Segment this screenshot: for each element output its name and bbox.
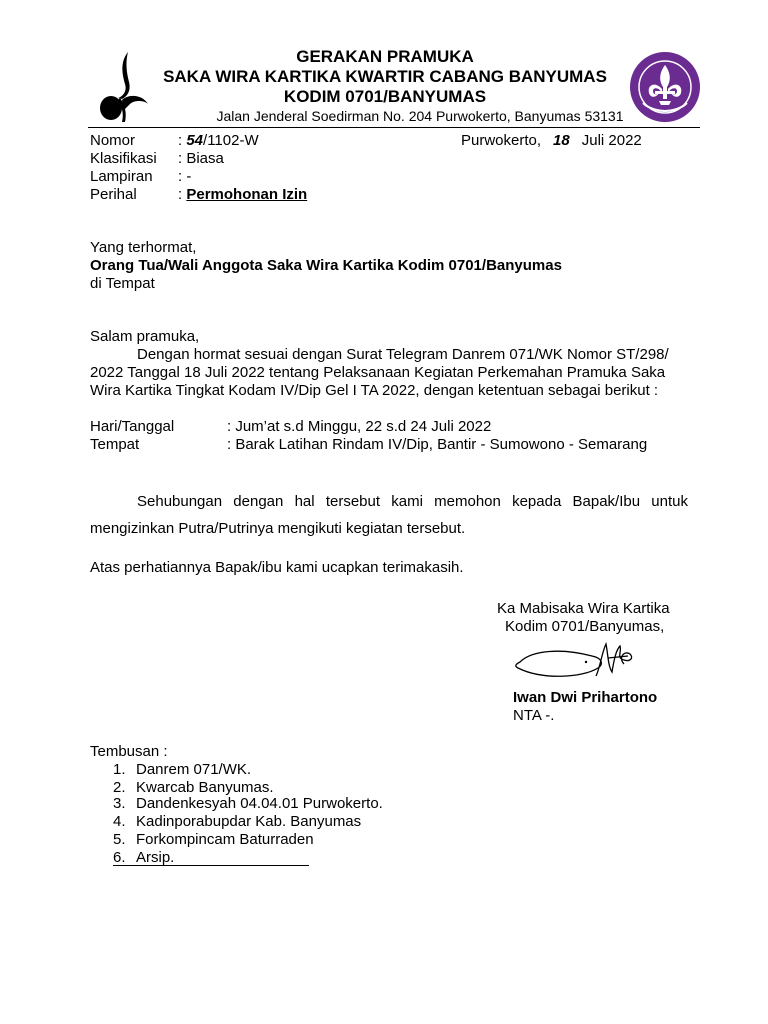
recipient-location: di Tempat	[90, 275, 155, 292]
recipient: Orang Tua/Wali Anggota Saka Wira Kartika Kodim 0701/Banyumas	[90, 257, 562, 274]
letter-day: 18	[553, 132, 570, 149]
perihal-colon: :	[178, 186, 187, 203]
tembusan-item-num: 1.	[113, 761, 126, 778]
klasifikasi-label: Klasifikasi	[90, 150, 157, 167]
org-address: Jalan Jenderal Soedirman No. 204 Purwokerto, Banyumas 53131	[216, 108, 624, 124]
tembusan-item-text: Kwarcab Banyumas.	[136, 779, 274, 796]
org-name-line2: SAKA WIRA KARTIKA KWARTIR CABANG BANYUMAS	[163, 67, 607, 86]
tembusan-item-num: 6.	[113, 849, 126, 866]
nomor-value	[178, 132, 259, 150]
tembusan-item-text: Forkompincam Baturraden	[136, 831, 314, 848]
signatory-title-line1: Ka Mabisaka Wira Kartika	[497, 600, 670, 617]
salam: Salam pramuka,	[90, 328, 200, 345]
tembusan-item-num: 4.	[113, 813, 126, 830]
para2-line2: mengizinkan Putra/Putrinya mengikuti kegiatan tersebut.	[90, 520, 466, 537]
signatory-title-line2: Kodim 0701/Banyumas,	[505, 618, 665, 635]
tembusan-label: Tembusan :	[90, 743, 168, 760]
perihal-value-wrap	[178, 186, 307, 204]
org-name-line3: KODIM 0701/BANYUMAS	[283, 87, 487, 106]
tembusan-item-num: 5.	[113, 831, 126, 848]
perihal-label: Perihal	[90, 186, 137, 203]
nomor-number: 54	[186, 132, 204, 149]
org-name-line1: GERAKAN PRAMUKA	[296, 47, 474, 66]
nomor-prefix: :	[178, 132, 187, 149]
letter-date	[461, 132, 642, 150]
signatory-name: Iwan Dwi Prihartono	[513, 689, 658, 706]
nomor-label: Nomor	[90, 132, 136, 149]
hari-value	[227, 418, 491, 436]
para2-line1: Sehubungan dengan hal tersebut kami memohon kepada Bapak/Ibu untuk	[137, 493, 688, 510]
hari-label: Hari/Tanggal	[90, 418, 175, 435]
tembusan-item-text: Arsip.	[136, 849, 175, 866]
nomor-suffix: /1102-W	[203, 132, 259, 149]
tembusan-last-underline	[113, 865, 309, 866]
signatory-nta: NTA -.	[513, 707, 555, 724]
tempat-label: Tempat	[90, 436, 140, 453]
greeting: Yang terhormat,	[90, 239, 197, 256]
tembusan-item-num: 3.	[113, 795, 126, 812]
para1-line1: Dengan hormat sesuai dengan Surat Telegram Danrem 071/WK Nomor ST/298/	[137, 346, 669, 363]
tembusan-item-text: Danrem 071/WK.	[136, 761, 252, 778]
para1-line2: 2022 Tanggal 18 Juli 2022 tentang Pelaksanaan Kegiatan Perkemahan Pramuka Saka	[90, 364, 666, 381]
perihal-value: Permohonan Izin	[186, 186, 308, 203]
tembusan-item-text: Kadinporabupdar Kab. Banyumas	[136, 813, 362, 830]
closing: Atas perhatiannya Bapak/ibu kami ucapkan terimakasih.	[90, 559, 464, 576]
tembusan-item-num: 2.	[113, 779, 126, 796]
lampiran-label: Lampiran	[90, 168, 153, 185]
hari-value-days: : Jum’at s.d Minggu,	[227, 418, 362, 435]
hari-value-dates: 22 s.d 24 Juli 2022	[361, 418, 492, 435]
tunas-kelapa-logo-icon	[98, 50, 150, 122]
header-divider	[88, 127, 700, 128]
tempat-value: : Barak Latihan Rindam IV/Dip, Bantir - Sumowono - Semarang	[227, 436, 648, 453]
letter-month-year: Juli 2022	[581, 132, 642, 149]
lampiran-value: : -	[178, 168, 192, 185]
para1-line3: Wira Kartika Tingkat Kodam IV/Dip Gel I TA 2022, dengan ketentuan sebagai berikut :	[90, 382, 659, 399]
handwritten-signature	[512, 638, 642, 688]
letter-place: Purwokerto,	[461, 132, 542, 149]
klasifikasi-value: : Biasa	[178, 150, 224, 167]
tembusan-item-text: Dandenkesyah 04.04.01 Purwokerto.	[136, 795, 383, 812]
